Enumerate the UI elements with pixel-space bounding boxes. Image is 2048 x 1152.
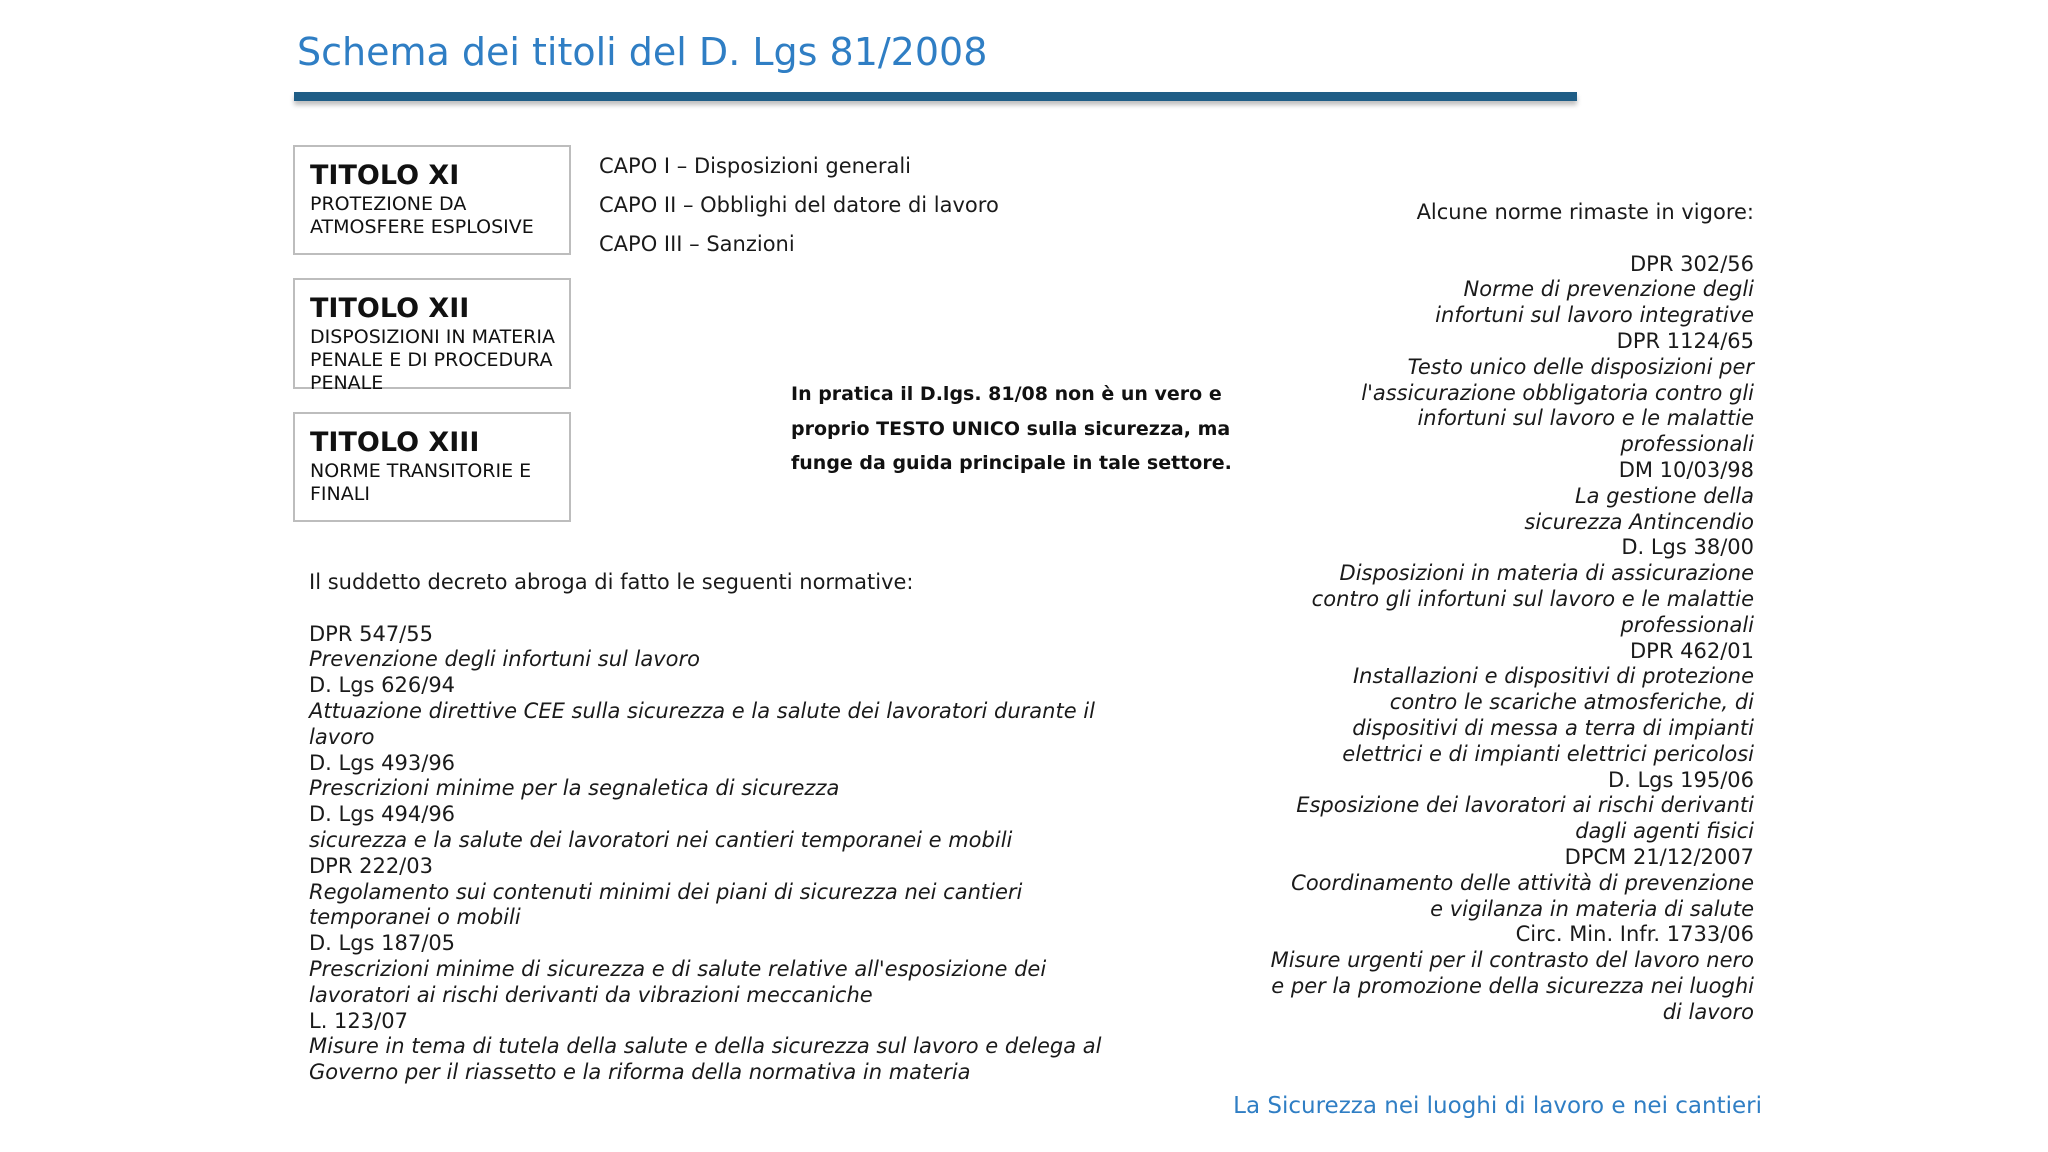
- title-underline: [294, 92, 1577, 101]
- titolo-subtitle: DISPOSIZIONI IN MATERIA PENALE E DI PROCEDURA PENALE: [310, 326, 555, 394]
- note-testo-unico: In pratica il D.lgs. 81/08 non è un vero e proprio TESTO UNICO sulla sicurezza, ma funge da guida principale in tale settore.: [791, 383, 1232, 474]
- norm-ref: DPR 462/01: [1630, 638, 1754, 663]
- norm-desc: sicurezza e la salute dei lavoratori nei cantieri temporanei e mobili: [309, 827, 1013, 852]
- vigore-list: [1214, 200, 1754, 1026]
- norm-desc: Prescrizioni minime per la segnaletica di sicurezza: [309, 776, 840, 801]
- norm-ref: DPR 1124/65: [1616, 328, 1754, 353]
- norm-desc: Misure urgenti per il contrasto del lavoro nero e per la promozione della sicurezza nei luoghi di lavoro: [1270, 948, 1754, 1024]
- norm-desc: Regolamento sui contenuti minimi dei piani di sicurezza nei cantieri temporanei o mobili: [309, 879, 1023, 930]
- norm-ref: D. Lgs 626/94: [309, 673, 456, 698]
- titolo-label: TITOLO XIII: [310, 427, 480, 458]
- norm-ref: DPR 222/03: [309, 853, 433, 878]
- norm-ref: Circ. Min. Infr. 1733/06: [1515, 922, 1754, 947]
- abrogate-list: [309, 570, 1149, 1086]
- norm-desc: Esposizione dei lavoratori ai rischi derivanti dagli agenti fisici: [1296, 793, 1754, 844]
- titolo-label: TITOLO XI: [310, 160, 460, 191]
- norm-desc: Testo unico delle disposizioni per l'assicurazione obbligatoria contro gli infortuni sul lavoro e le malattie professionali: [1361, 354, 1754, 457]
- norm-desc: La gestione della sicurezza Antincendio: [1524, 483, 1754, 534]
- norm-ref: DPCM 21/12/2007: [1564, 844, 1754, 869]
- norm-desc: Prescrizioni minime di sicurezza e di salute relative all'esposizione dei lavoratori ai rischi derivanti da vibrazioni meccaniche: [309, 956, 1047, 1007]
- abrogate-intro: Il suddetto decreto abroga di fatto le seguenti normative:: [309, 570, 914, 594]
- norm-ref: D. Lgs 494/96: [309, 802, 456, 827]
- norm-desc: Disposizioni in materia di assicurazione contro gli infortuni sul lavoro e le malattie professionali: [1311, 561, 1754, 637]
- titolo-label: TITOLO XII: [310, 293, 470, 324]
- norm-desc: Norme di prevenzione degli infortuni sul lavoro integrative: [1435, 277, 1754, 328]
- capo-item: CAPO I – Disposizioni generali: [599, 154, 912, 178]
- norm-ref: DPR 302/56: [1630, 251, 1754, 276]
- footer-caption: La Sicurezza nei luoghi di lavoro e nei cantieri: [1233, 1093, 1762, 1119]
- page-title: Schema dei titoli del D. Lgs 81/2008: [297, 30, 988, 74]
- norm-ref: DM 10/03/98: [1618, 457, 1754, 482]
- titolo-box-xiii: [293, 412, 571, 522]
- titolo-subtitle: NORME TRANSITORIE E FINALI: [310, 460, 532, 505]
- norm-ref: D. Lgs 38/00: [1621, 535, 1754, 560]
- norm-ref: DPR 547/55: [309, 621, 433, 646]
- norm-ref: D. Lgs 195/06: [1607, 767, 1754, 792]
- norm-ref: L. 123/07: [309, 1008, 408, 1033]
- norm-desc: Installazioni e dispositivi di protezione contro le scariche atmosferiche, di dispositivi di messa a terra di impianti elettrici e di impianti elettrici pericolosi: [1342, 664, 1754, 766]
- capo-item: CAPO III – Sanzioni: [599, 232, 795, 256]
- titolo-box-xii: [293, 278, 571, 394]
- titolo-subtitle: PROTEZIONE DA ATMOSFERE ESPLOSIVE: [310, 193, 534, 238]
- titolo-box-xi: [293, 145, 571, 255]
- norm-desc: Attuazione direttive CEE sulla sicurezza e la salute dei lavoratori durante il lavoro: [309, 698, 1095, 749]
- norm-desc: Coordinamento delle attività di prevenzione e vigilanza in materia di salute: [1291, 870, 1754, 921]
- norm-ref: D. Lgs 493/96: [309, 750, 456, 775]
- capo-item: CAPO II – Obblighi del datore di lavoro: [599, 193, 999, 217]
- vigore-intro: Alcune norme rimaste in vigore:: [1416, 200, 1754, 224]
- norm-desc: Misure in tema di tutela della salute e della sicurezza sul lavoro e delega al Governo per il riassetto e la riforma della normativa in materia: [309, 1034, 1102, 1085]
- norm-desc: Prevenzione degli infortuni sul lavoro: [309, 647, 701, 672]
- norm-ref: D. Lgs 187/05: [309, 931, 456, 956]
